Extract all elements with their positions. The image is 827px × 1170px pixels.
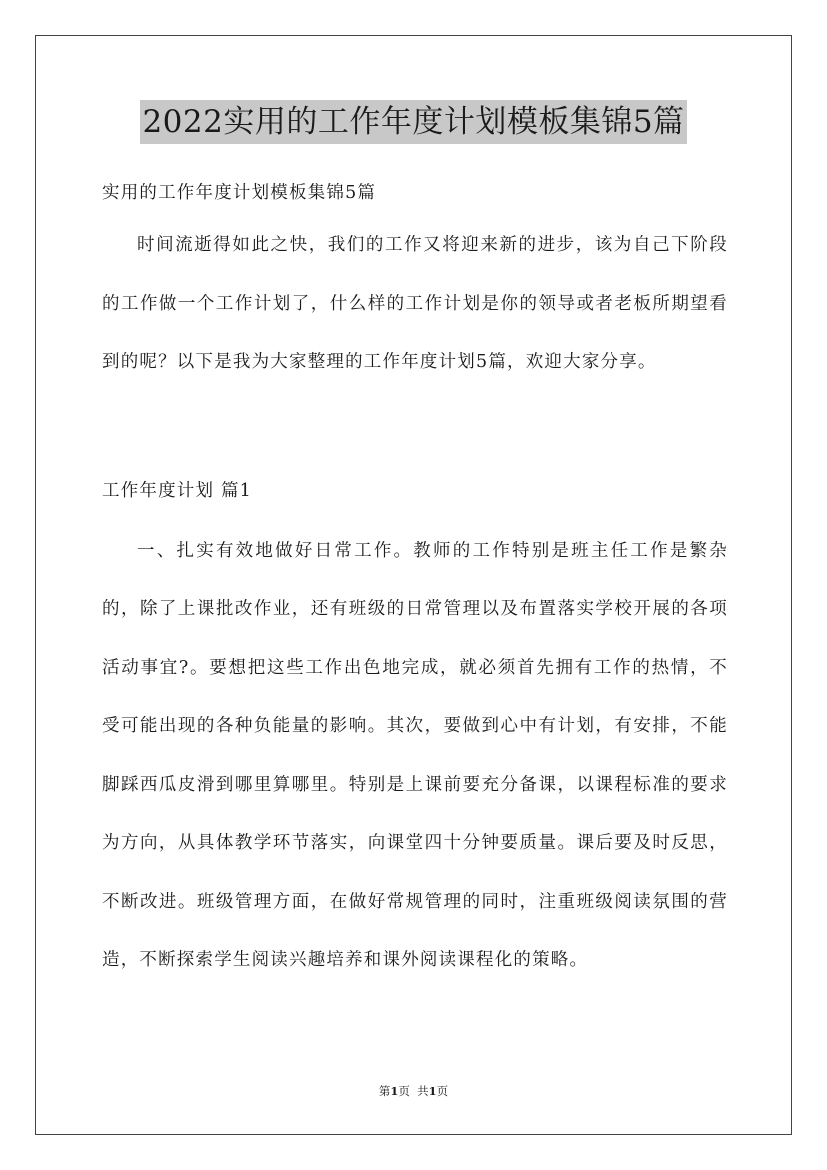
current-page-number: 1	[390, 1084, 399, 1098]
document-title-text: 2022实用的工作年度计划模板集锦5篇	[140, 100, 686, 144]
page-footer	[0, 1084, 827, 1098]
document-title	[0, 100, 827, 144]
section-heading: 工作年度计划 篇1	[102, 480, 252, 501]
document-body	[102, 170, 728, 990]
intro-paragraph: 时间流逝得如此之快，我们的工作又将迎来新的进步，该为自己下阶段的工作做一个工作计划了，什么样的工作计划是你的领导或者老板所期望看到的呢？以下是我为大家整理的工作年度计划5篇，欢迎大家分享。	[102, 235, 728, 372]
document-subtitle: 实用的工作年度计划模板集锦5篇	[102, 183, 377, 203]
page-suffix: 页	[436, 1084, 449, 1098]
page-prefix: 第	[378, 1084, 391, 1098]
section-paragraph: 一、扎实有效地做好日常工作。教师的工作特别是班主任工作是繁杂的，除了上课批改作业，还有班级的日常管理以及布置落实学校开展的各项活动事宜?。要想把这些工作出色地完成，就必须首先拥有工作的热情，不受可能出现的各种负能量的影响。其次，要做到心中有计划，有安排，不能脚踩西瓜皮滑到哪里算哪里。特别是上课前要充分备课，以课程标准的要求为方向，从具体教学环节落实，向课堂四十分钟要质量。课后要及时反思，不断改进。班级管理方面，在做好常规管理的同时，注重班级阅读氛围的营造，不断探索学生阅读兴趣培养和课外阅读课程化的策略。	[102, 540, 728, 970]
page-mid: 页 共	[398, 1084, 429, 1098]
total-page-number: 1	[428, 1084, 437, 1098]
